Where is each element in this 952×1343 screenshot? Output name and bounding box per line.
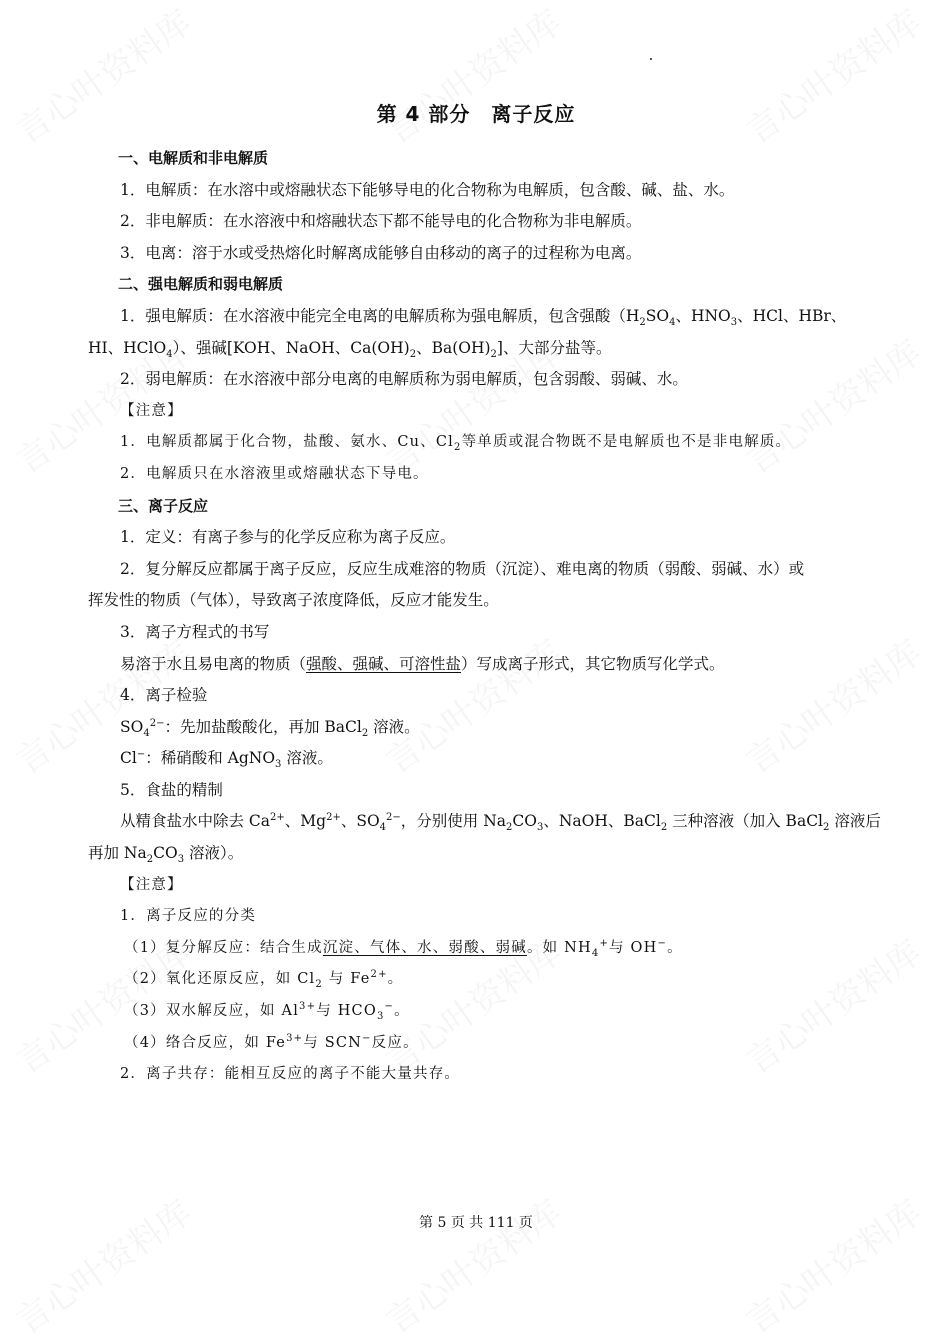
text-run: 挥发性的物质（气体），导致离子浓度降低，反应才能发生。	[88, 591, 499, 610]
text-run: 与 SCN	[303, 1034, 363, 1051]
text-line	[88, 333, 878, 365]
text-run: ）写成离子形式，其它物质写化学式。	[461, 654, 725, 673]
text-line	[88, 901, 878, 933]
text-run: 1．强电解质：在水溶液中能完全电离的电解质称为强电解质，包含强酸（H	[120, 306, 640, 325]
text-run: 。	[667, 939, 683, 956]
superscript: −	[384, 1001, 395, 1013]
text-run: 再加 Na	[88, 844, 147, 863]
subscript: 4	[143, 727, 150, 739]
watermark-text	[734, 0, 929, 153]
text-line	[88, 301, 878, 333]
subscript: 2	[454, 442, 462, 454]
text-run: 2．弱电解质：在水溶液中部分电离的电解质称为弱电解质，包含弱酸、弱碱、水。	[120, 370, 688, 389]
section-heading	[88, 269, 878, 301]
text-run: 2．离子共存：能相互反应的离子不能大量共存。	[120, 1066, 461, 1083]
subscript: 3	[376, 1010, 385, 1022]
text-run: 、NaOH、BaCl	[543, 812, 661, 831]
subscript: 2	[490, 348, 497, 360]
text-run: （4）络合反应，如 Fe	[124, 1034, 287, 1051]
text-line	[88, 238, 878, 270]
text-run: 【注意】	[120, 402, 183, 419]
subscript: 2	[361, 727, 369, 739]
text-line	[88, 1028, 878, 1060]
document-body	[88, 143, 881, 1091]
text-run: 。	[394, 1003, 410, 1020]
text-line	[88, 459, 878, 491]
text-run: 3．离子方程式的书写	[120, 622, 270, 641]
superscript: 2+	[326, 812, 341, 824]
subscript: 2	[409, 348, 417, 360]
text-line	[88, 680, 878, 712]
text-run: 2．复分解反应都属于离子反应，反应生成难溶的物质（沉淀）、难电离的物质（弱酸、弱碱、水）或	[120, 559, 805, 578]
text-line	[88, 775, 878, 807]
text-run: 、Ba(OH)	[416, 338, 491, 357]
text-run: 溶液。	[368, 717, 420, 736]
text-run: CO	[153, 844, 178, 863]
text-run: 等单质或混合物既不是电解质也不是非电解质。	[461, 434, 792, 451]
text-run: （2）氧化还原反应，如 Cl	[124, 971, 316, 988]
superscript: 2−	[386, 812, 401, 824]
text-run: 1．定义：有离子参与的化学反应称为离子反应。	[120, 528, 456, 547]
text-run: 【注意】	[120, 876, 183, 893]
text-line	[88, 806, 881, 838]
superscript: −	[136, 749, 146, 761]
underlined-text: 强酸、强碱、可溶性盐	[306, 654, 462, 673]
text-run: 。	[387, 971, 404, 988]
subscript: 2	[639, 317, 646, 329]
text-run: 2．电解质只在水溶液里或熔融状态下导电。	[120, 465, 429, 482]
text-run: 一、电解质和非电解质	[118, 149, 269, 167]
text-run: 溶液）。	[184, 844, 244, 863]
text-line	[88, 743, 878, 775]
text-run: 与 Fe	[322, 971, 371, 988]
superscript: 2−	[149, 717, 165, 729]
section-heading	[88, 143, 878, 175]
stray-mark	[650, 58, 652, 60]
text-run: 溶液。	[281, 749, 333, 768]
text-line	[88, 427, 878, 459]
subscript: 2	[146, 854, 154, 866]
text-run: 与 HCO	[316, 1003, 377, 1020]
text-run: ）、强碱[KOH、NaOH、Ca(OH)	[172, 338, 410, 357]
text-run: 三种溶液（加入 BaCl	[667, 812, 824, 831]
watermark-text	[374, 1186, 569, 1343]
page-footer: 第 5 页 共 111 页	[419, 1215, 533, 1231]
text-run: （1）复分解反应：结合生成	[124, 939, 323, 956]
text-run: 1．电解质都属于化合物，盐酸、氨水、Cu、Cl	[120, 434, 454, 451]
text-run: （3）双水解反应，如 Al	[124, 1003, 300, 1020]
text-run: HI、HClO	[88, 338, 167, 357]
text-run: ：先加盐酸酸化，再加 BaCl	[164, 717, 362, 736]
watermark-text	[374, 0, 569, 153]
text-run: 1．电解质：在水溶中或熔融状态下能够导电的化合物称为电解质，包含酸、碱、盐、水。	[120, 180, 735, 199]
subscript: 4	[591, 947, 600, 959]
text-line	[88, 175, 878, 207]
text-line	[88, 964, 878, 996]
text-run: SO	[120, 717, 144, 736]
subscript: 2	[506, 822, 513, 834]
text-line	[88, 364, 878, 396]
text-line	[88, 933, 878, 965]
text-line	[88, 206, 878, 238]
section-heading	[88, 491, 878, 523]
text-run: 、HNO	[675, 306, 731, 325]
superscript: −	[362, 1032, 372, 1044]
text-run: Cl	[120, 749, 137, 768]
text-run: 。如 NH	[526, 939, 592, 956]
text-line	[88, 554, 878, 586]
subscript: 3	[730, 317, 738, 329]
subscript: 4	[379, 822, 387, 834]
text-line	[88, 712, 878, 744]
text-line	[88, 870, 878, 902]
text-run: 4．离子检验	[120, 686, 208, 705]
text-run: SO	[645, 306, 670, 325]
text-run: 二、强电解质和弱电解质	[118, 275, 284, 294]
text-line	[88, 838, 878, 870]
superscript: +	[599, 938, 610, 950]
subscript: 2	[823, 822, 830, 834]
underlined-text: 沉淀、气体、水、弱酸、弱碱	[322, 939, 527, 956]
text-line	[88, 996, 878, 1028]
text-line	[88, 1059, 878, 1091]
text-line	[88, 396, 878, 428]
watermark-text	[4, 0, 199, 153]
watermark-text	[4, 1186, 199, 1343]
superscript: 3+	[286, 1032, 304, 1044]
subscript: 2	[315, 979, 323, 991]
subscript: 3	[177, 854, 185, 866]
superscript: 2+	[270, 812, 285, 824]
text-run: ]、大部分盐等。	[496, 338, 612, 357]
text-line	[88, 522, 878, 554]
text-line	[88, 585, 878, 617]
text-run: 3．电离：溶于水或受热熔化时解离成能够自由移动的离子的过程称为电离。	[120, 243, 642, 262]
text-run: 三、离子反应	[118, 496, 209, 515]
text-run: 2．非电解质：在水溶液中和熔融状态下都不能导电的化合物称为非电解质。	[120, 212, 642, 231]
subscript: 4	[166, 348, 173, 360]
watermark-text	[734, 1186, 929, 1343]
text-line	[88, 649, 878, 681]
subscript: 4	[669, 317, 676, 329]
superscript: −	[657, 938, 668, 950]
superscript: 3+	[299, 1001, 317, 1013]
text-run: 5．食盐的精制	[120, 780, 223, 799]
text-run: 从精食盐水中除去 Ca	[120, 812, 271, 831]
page-title: 第 4 部分 离子反应	[376, 102, 576, 126]
text-line	[88, 617, 878, 649]
text-run: 、Mg	[284, 812, 327, 831]
subscript: 2	[660, 822, 668, 834]
text-run: CO	[512, 812, 537, 831]
superscript: 2+	[370, 969, 388, 981]
text-run: 溶液后	[829, 812, 881, 831]
subscript: 3	[275, 759, 282, 771]
text-run: 易溶于水且易电离的物质（	[120, 654, 307, 673]
subscript: 3	[536, 822, 544, 834]
text-run: 、SO	[340, 812, 380, 831]
text-run: 1．离子反应的分类	[120, 908, 257, 925]
text-run: 与 OH	[609, 939, 658, 956]
text-run: ：稀硝酸和 AgNO	[145, 749, 276, 768]
text-run: ，分别使用 Na	[400, 812, 507, 831]
text-run: 反应。	[371, 1034, 419, 1051]
text-run: 、HCl、HBr、	[737, 306, 847, 325]
